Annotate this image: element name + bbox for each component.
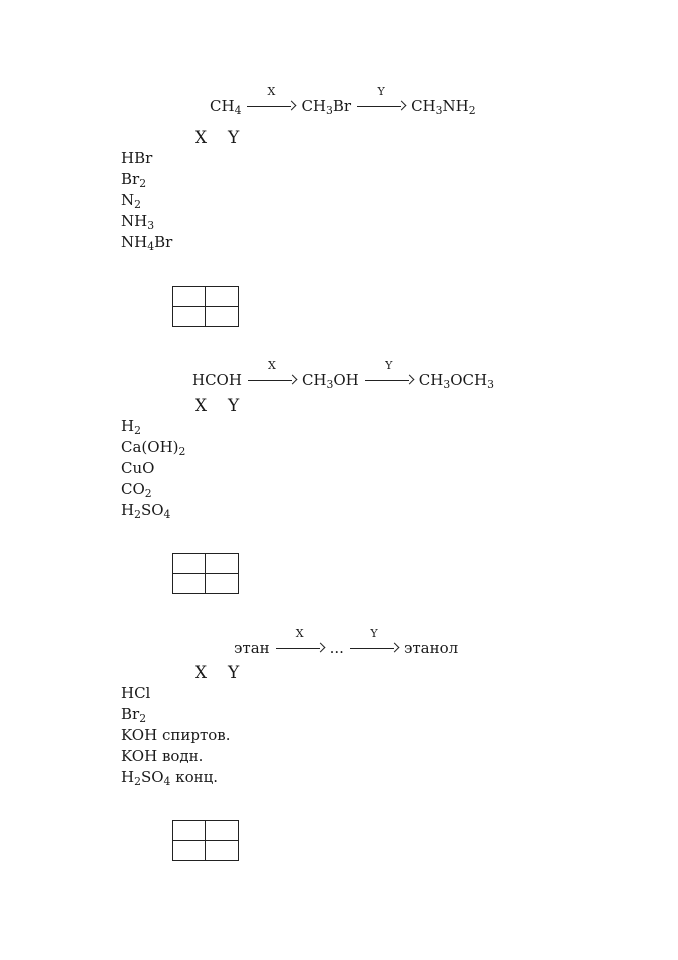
answer-table	[172, 820, 239, 861]
option-1: HCl	[121, 684, 151, 702]
reaction-scheme	[192, 359, 494, 392]
option-3: CuO	[121, 459, 155, 477]
reagent-y-label: Y	[370, 627, 378, 640]
reaction-arrow-x	[248, 359, 296, 385]
end-substance: $CH_3NH_2$	[411, 97, 476, 118]
option-2: $Br_2$	[121, 170, 147, 191]
start-substance: этан	[234, 639, 270, 657]
intermediate-substance: ...	[329, 639, 344, 657]
reaction-arrow-y	[357, 85, 405, 111]
answer-table	[172, 553, 239, 594]
header-x: X	[195, 128, 208, 148]
answer-cell-y[interactable]	[206, 574, 239, 594]
reagent-y-label: Y	[377, 85, 385, 98]
intermediate-substance: $CH_3OH$	[301, 371, 359, 392]
option-4: $NH_3$	[121, 212, 155, 233]
option-5: $H_2SO_4$ конц.	[121, 768, 219, 789]
answer-table	[172, 286, 239, 327]
option-2: $Br_2$	[121, 705, 147, 726]
xy-header	[195, 396, 261, 416]
header-x: X	[195, 663, 208, 683]
header-x: X	[195, 396, 208, 416]
reaction-arrow-y	[350, 627, 398, 653]
end-substance: $CH_3OCH_3$	[418, 371, 494, 392]
answer-header-cell-x	[173, 287, 206, 307]
reagent-x-label: X	[295, 627, 304, 640]
reagent-y-label: Y	[385, 359, 393, 372]
answer-header-cell-x	[173, 554, 206, 574]
reagent-x-label: X	[267, 85, 276, 98]
answer-cell-y[interactable]	[206, 307, 239, 327]
reagent-x-label: X	[268, 359, 276, 372]
answer-header-cell-y	[206, 821, 239, 841]
reaction-arrow-x	[247, 85, 295, 111]
reaction-scheme	[234, 627, 459, 657]
option-3: KOH спиртов.	[121, 726, 231, 744]
option-4: $CO_2$	[121, 480, 152, 501]
xy-header	[195, 128, 261, 148]
option-1: $H_2$	[121, 417, 141, 438]
xy-header	[195, 663, 261, 683]
answer-cell-x[interactable]	[173, 574, 206, 594]
answer-cell-x[interactable]	[173, 841, 206, 861]
option-3: $N_2$	[121, 191, 141, 212]
reaction-scheme	[210, 85, 476, 118]
options-list	[121, 683, 231, 788]
answer-header-cell-y	[206, 287, 239, 307]
start-substance: $CH_4$	[210, 97, 242, 118]
answer-header-cell-y	[206, 554, 239, 574]
start-substance: HCOH	[192, 371, 242, 389]
options-list	[121, 148, 172, 253]
answer-cell-y[interactable]	[206, 841, 239, 861]
options-list	[121, 416, 185, 521]
header-y: Y	[228, 396, 240, 416]
header-y: Y	[228, 663, 240, 683]
end-substance: этанол	[403, 639, 459, 657]
option-4: KOH водн.	[121, 747, 204, 765]
option-1: HBr	[121, 149, 153, 167]
reaction-arrow-x	[276, 627, 324, 653]
option-5: $H_2SO_4$	[121, 501, 171, 522]
intermediate-substance: $CH_3Br$	[301, 97, 352, 118]
answer-header-cell-x	[173, 821, 206, 841]
option-5: $NH_4Br$	[121, 233, 173, 254]
header-y: Y	[228, 128, 240, 148]
option-2: $Ca(OH)_2$	[121, 438, 186, 459]
answer-cell-x[interactable]	[173, 307, 206, 327]
reaction-arrow-y	[365, 359, 413, 385]
